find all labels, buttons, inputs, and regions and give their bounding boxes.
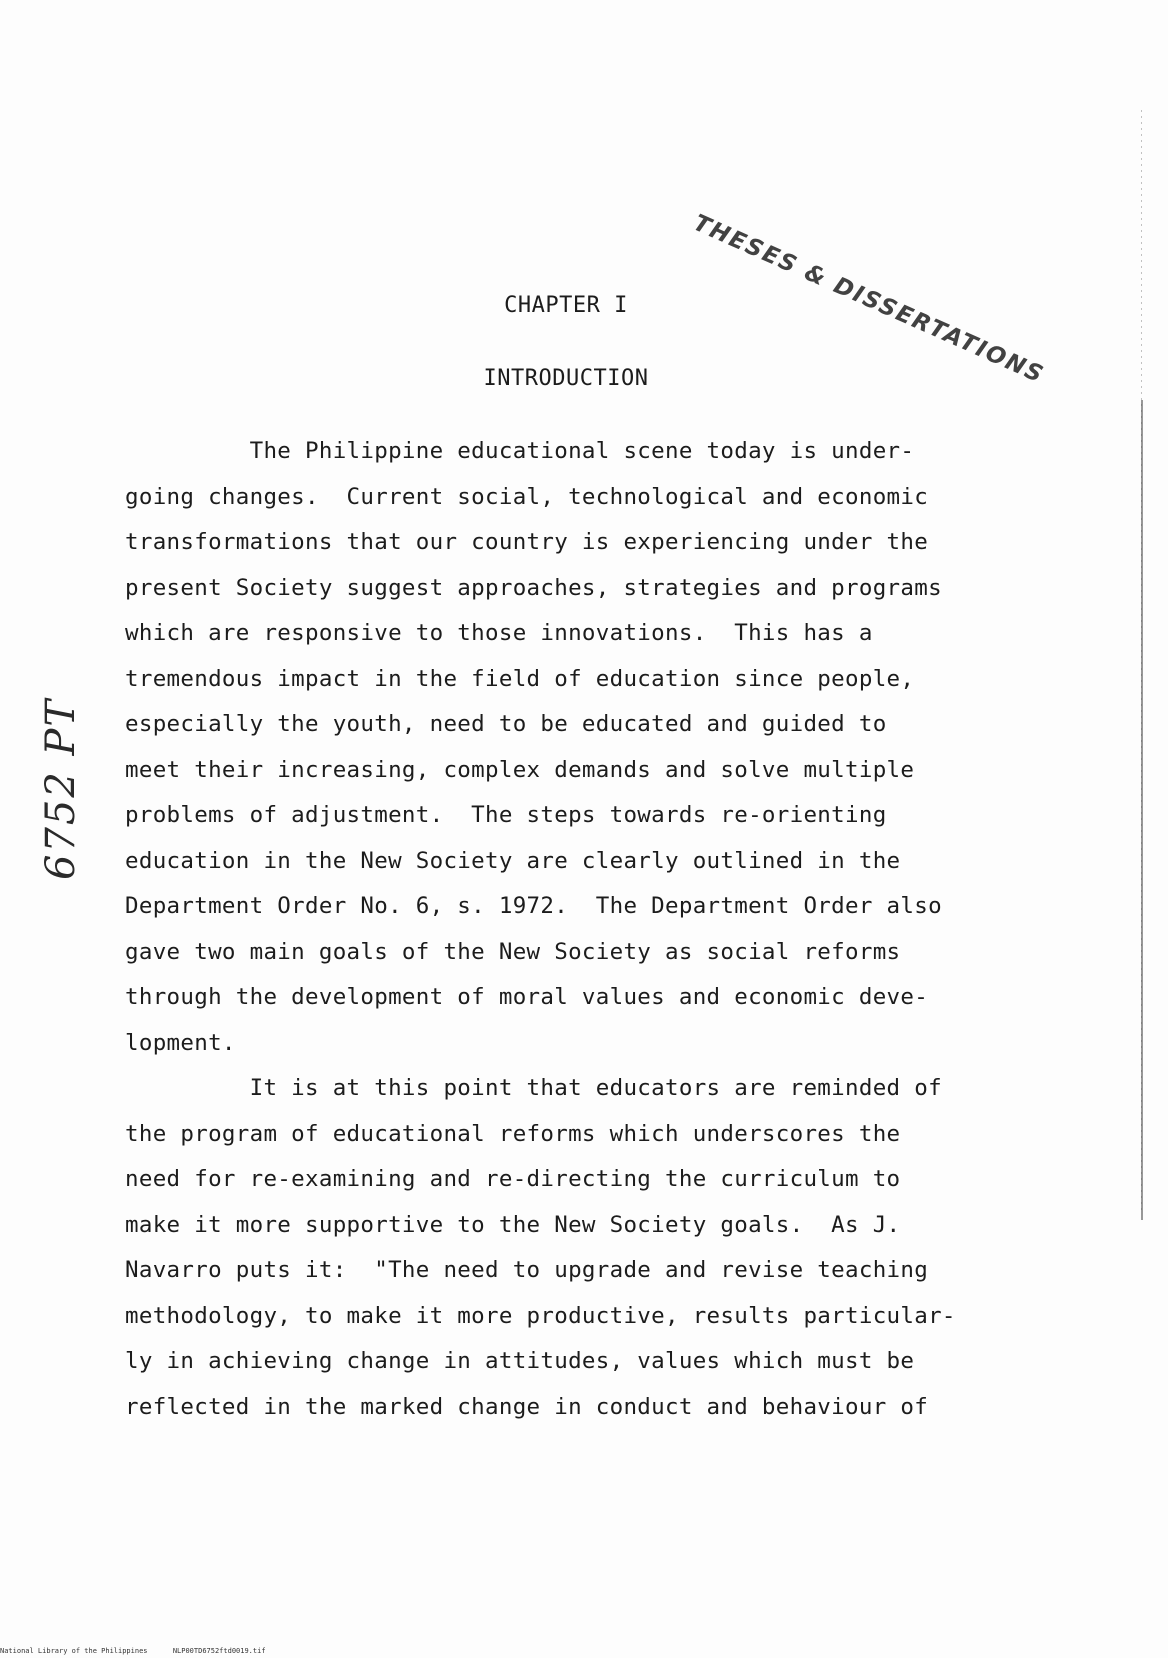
body-line: which are responsive to those innovations. This has a	[125, 620, 873, 646]
body-line: education in the New Society are clearly outlined in the	[125, 847, 901, 874]
theses-dissertations-stamp: THESES & DISSERTATIONS	[689, 210, 1049, 389]
body-line: ly in achieving change in attitudes, values which must be	[125, 1348, 915, 1374]
page-edge-shadow	[1141, 400, 1143, 1220]
body-line: transformations that our country is experiencing under the	[125, 529, 929, 555]
body-line: Department Order No. 6, s. 1972. The Department Order also	[125, 893, 942, 919]
body-line: It is at this point that educators are reminded of	[125, 1075, 942, 1101]
body-line: need for re-examining and re-directing the curriculum to	[125, 1166, 901, 1192]
body-line: problems of adjustment. The steps towards re-orienting	[125, 802, 887, 828]
body-line: tremendous impact in the field of education since people,	[125, 665, 915, 692]
body-line: Navarro puts it: "The need to upgrade and revise teaching	[125, 1257, 929, 1283]
scan-footer	[0, 1647, 266, 1655]
body-line: through the development of moral values and economic deve-	[125, 984, 929, 1010]
footer-library: National Library of the Philippines	[0, 1647, 148, 1655]
body-line: reflected in the marked change in conduct and behaviour of	[125, 1393, 929, 1420]
handwritten-call-number: 6752 PT	[38, 697, 84, 880]
chapter-heading: CHAPTER I	[504, 293, 628, 318]
body-line: going changes. Current social, technological and economic	[125, 483, 929, 510]
body-line: meet their increasing, complex demands and solve multiple	[125, 756, 915, 783]
body-line: The Philippine educational scene today is under-	[125, 438, 915, 464]
body-line: methodology, to make it more productive, results particular-	[125, 1302, 956, 1329]
body-line: lopment.	[125, 1029, 236, 1056]
section-title: INTRODUCTION	[483, 366, 649, 391]
body-line: present Society suggest approaches, strategies and programs	[125, 574, 942, 601]
body-line: make it more supportive to the New Society goals. As J.	[125, 1211, 901, 1238]
body-line: the program of educational reforms which underscores the	[125, 1120, 901, 1147]
footer-filename: NLP00TD6752ftd0019.tif	[172, 1647, 266, 1655]
body-line: especially the youth, need to be educated and guided to	[125, 711, 887, 737]
body-line: gave two main goals of the New Society as social reforms	[125, 938, 901, 965]
